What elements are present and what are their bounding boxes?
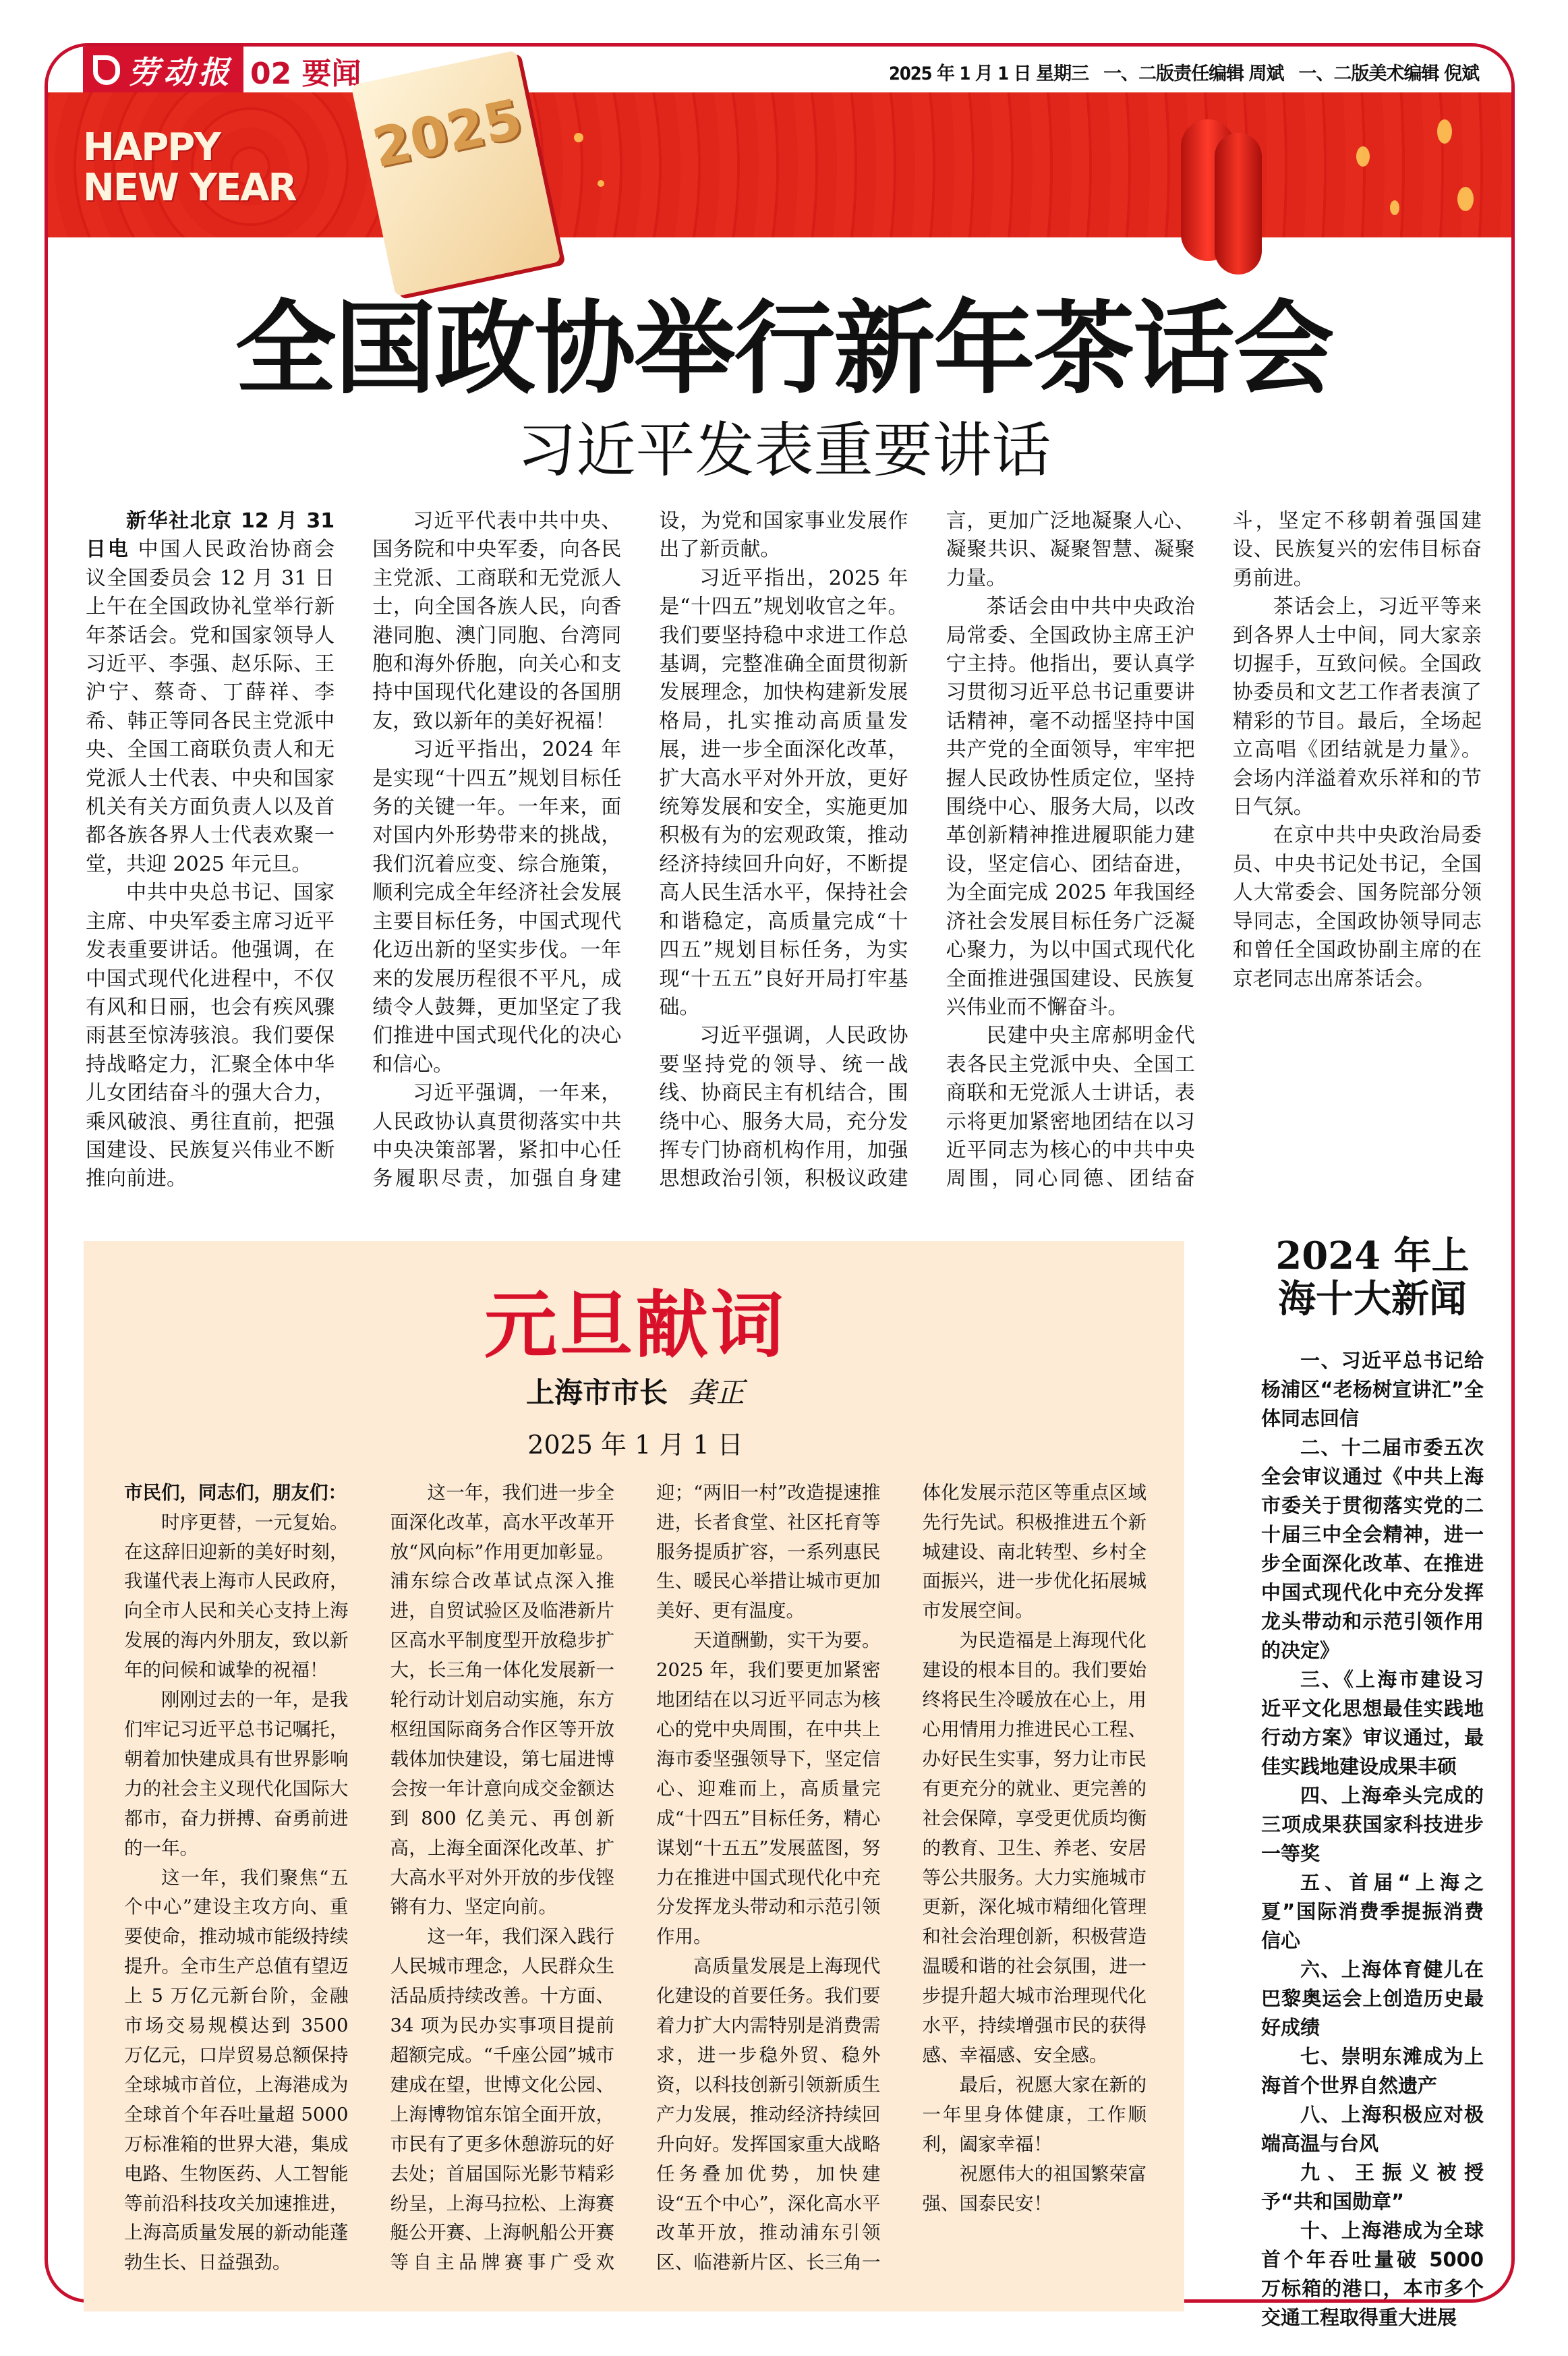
- address-paragraph: 最后，祝愿大家在新的一年里身体健康，工作顺利，阖家幸福！: [922, 2073, 1146, 2155]
- headline: 全国政协举行新年茶话会: [235, 289, 1333, 408]
- article-paragraph: 习近平指出，2024 年是实现“十四五”规划目标任务的关键一年。一年来，面对国内外形势带来的挑战，我们沉着应变、综合施策，顺利完成全年经济社会发展主要目标任务，中国式现代化迈出新的坚实步伐。一年来的发展历程很不平凡，成绩令人鼓舞，更加坚定了我们推进中国式现代化的决心和信心。: [372, 738, 622, 1076]
- news-item: 七、崇明东滩成为上海首个世界自然遗产: [1261, 2044, 1484, 2097]
- address-paragraph: 刚刚过去的一年，是我们牢记习近平总书记嘱托，朝着加快建成具有世界影响力的社会主义现代化国际大都市，奋力拼搏、奋勇前进的一年。: [124, 1689, 349, 1859]
- issue-meta: [874, 59, 1479, 85]
- sidebar-title: 2024 年上海十大新闻: [1275, 1233, 1470, 1321]
- address-paragraph: 时序更替，一元复始。在这辞旧迎新的美好时刻，我谨代表上海市人民政府，向全市人民和关心支持上海发展的海内外朋友，致以新年的问候和诚挚的祝福！: [124, 1511, 349, 1682]
- article-paragraph: 习近平强调，一年来，人民政协认真贯彻落实中共中央决策部署，紧扣中心任务履职尽责，加强自身建设，为党和国家事业发展作出了新贡献。: [372, 509, 908, 1191]
- address-body: [124, 1478, 1146, 2278]
- top-ten-news-sidebar: [1261, 1234, 1484, 2332]
- bokeh-decoration: [1356, 146, 1370, 167]
- address-paragraph: 高质量发展是上海现代化建设的首要任务。我们要着力扩大内需特别是消费需求，进一步稳外贸、稳外资，以科技创新引领新质生产力发展，推动经济持续回升向好。发挥国家重大战略任务叠加优势，加快建设“五个中心”，深化高水平改革开放，推动浦东引领区、临港新片区、长三角一体化发展示范区等重点区域先行先试。积极推进五个新城建设、南北转型、乡村全面振兴，进一步优化拓展城市发展空间。: [656, 1481, 1146, 2274]
- bokeh-decoration: [1457, 187, 1474, 211]
- article-paragraph: 茶话会上，习近平等来到各界人士中间，同大家亲切握手，互致问候。全国政协委员和文艺工作者表演了精彩的节目。最后，全场起立高唱《团结就是力量》。会场内洋溢着欢乐祥和的节日气氛。: [1232, 595, 1482, 820]
- news-article-body: [86, 507, 1482, 1194]
- article-paragraph: 习近平强调，人民政协要坚持党的领导、统一战线、协商民主有机结合，围绕中心、服务大局，充分发挥专门协商机构作用，加强思想政治引领，积极议政建言，更加广泛地凝聚人心、凝聚共识、凝聚智慧、凝聚力量。: [659, 509, 1195, 1191]
- article-paragraph: 中共中央总书记、国家主席、中央军委主席习近平发表重要讲话。他强调，在中国式现代化进程中，不仅有风和日丽，也会有疾风骤雨甚至惊涛骇浪。我们要保持战略定力，汇聚全体中华儿女团结奋斗的强大合力，乘风破浪、勇往直前，把强国建设、民族复兴伟业不断推向前进。: [86, 881, 335, 1191]
- address-paragraph: 天道酬勤，实干为要。2025 年，我们要更加紧密地团结在以习近平同志为核心的党中央周围，在中共上海市委坚强领导下，坚定信心、迎难而上，高质量完成“十四五”目标任务，精心谋划“十五五”发展蓝图，努力在推进中国式现代化中充分发挥龙头带动和示范引领作用。: [656, 1630, 881, 1948]
- bokeh-decoration: [598, 180, 604, 187]
- news-item: 一、习近平总书记给杨浦区“老杨树宣讲汇”全体同志回信: [1261, 1348, 1484, 1430]
- article-paragraph: 新华社北京 12 月 31 日电 中国人民政治协商会议全国委员会 12 月 31 日上午在全国政协礼堂举行新年茶话会。党和国家领导人习近平、李强、赵乐际、王沪宁、蔡奇、丁薛祥、李希、韩正等同各民主党派中央、全国工商联负责人和无党派人士代表、中央和国家机关有关方面负责人以及首都各族各界人士代表欢聚一堂，共迎 2025 年元旦。: [86, 509, 335, 876]
- article-paragraph: 习近平指出，2025 年是“十四五”规划收官之年。我们要坚持稳中求进工作总基调，完整准确全面贯彻新发展理念，加快构建新发展格局，扎实推动高质量发展，进一步全面深化改革，扩大高水平对外开放，更好统筹发展和安全，实施更加积极有为的宏观政策，推动经济持续回升向好，不断提高人民生活水平，保持社会和谐稳定，高质量完成“十四五”规划目标任务，为实现“十五五”良好开局打牢基础。: [659, 566, 908, 1019]
- news-item: 九、王振义被授予“共和国勋章”: [1261, 2160, 1484, 2213]
- calendar-year: 2025: [367, 87, 527, 180]
- news-item: 六、上海体育健儿在巴黎奥运会上创造历史最好成绩: [1261, 1957, 1484, 2039]
- article-paragraph: 茶话会由中共中央政治局常委、全国政协主席王沪宁主持。他指出，要认真学习贯彻习近平总书记重要讲话精神，毫不动摇坚持中国共产党的全面领导，牢牢把握人民政协性质定位，坚持围绕中心、服务大局，以改革创新精神推进履职能力建设，坚定信心、团结奋进，为全面完成 2025 年我国经济社会发展目标任务广泛凝心聚力，为以中国式现代化全面推进强国建设、民族复兴伟业而不懈奋斗。: [946, 595, 1195, 1019]
- bokeh-decoration: [1390, 200, 1399, 215]
- lantern-icon: [1215, 133, 1262, 275]
- masthead-strip: [48, 47, 1511, 92]
- new-year-address-box: [84, 1241, 1184, 2311]
- article-paragraph: 在京中共中央政治局委员、中央书记处书记，全国人大常委会、国务院部分领导同志，全国政协领导同志和曾任全国政协副主席的在京老同志出席茶话会。: [1232, 824, 1482, 991]
- bokeh-decoration: [574, 133, 583, 142]
- banner-greeting: HAPPY NEW YEAR: [83, 125, 296, 210]
- lower-section: [0, 1233, 1568, 2332]
- article-paragraph: 习近平代表中共中央、国务院和中央军委，向各民主党派、工商联和无党派人士，向全国各族人民，向香港同胞、澳门同胞、台湾同胞和海外侨胞，向关心和支持中国现代化建设的各国朋友，致以新年的美好祝福！: [372, 509, 622, 733]
- responsible-editor: 一、二版责任编辑 周斌: [1103, 63, 1284, 84]
- dateline: 新华社北京 12 月 31 日电: [86, 509, 335, 562]
- address-title: 元旦献词: [484, 1282, 786, 1368]
- address-paragraph: 这一年，我们深入践行人民城市理念，人民群众生活品质持续改善。十方面、34 项为民办实事项目提前超额完成。“千座公园”城市建成在望，世博文化公园、上海博物馆东馆全面开放，市民有了更多休憩游玩的好去处；首届国际光影节精彩纷呈，上海马拉松、上海赛艇公开赛、上海帆船公开赛等自主品牌赛事广受欢迎；“两旧一村”改造提速推进，长者食堂、社区托育等服务提质扩容，一系列惠民生、暖民心举措让城市更加美好、更有温度。: [390, 1481, 881, 2274]
- article-paragraph: 民建中央主席郝明金代表各民主党派中央、全国工商联和无党派人士讲话，表示将更加紧密地团结在以习近平同志为核心的中共中央周围，同心同德、团结奋斗，坚定不移朝着强国建设、民族复兴的宏伟目标奋勇前进。: [946, 509, 1482, 1191]
- bokeh-decoration: [1437, 119, 1452, 144]
- logo-mark-icon: [93, 55, 120, 85]
- section-label: 02 要闻: [250, 57, 361, 91]
- address-paragraph: 这一年，我们进一步全面深化改革，高水平改革开放“风向标”作用更加彰显。浦东综合改革试点深入推进，自贸试验区及临港新片区高水平制度型开放稳步扩大，长三角一体化发展新一轮行动计划启动实施，东方枢纽国际商务合作区等开放载体加快建设，第七届进博会按一年计意向成交金额达到 800 亿美元、再创新高，上海全面深化改革、扩大高水平对外开放的步伐铿锵有力、坚定向前。: [390, 1481, 614, 1918]
- salutation: 市民们，同志们，朋友们：: [124, 1481, 347, 1503]
- news-item: 十、上海港成为全球首个年吞吐量破 5000 万标箱的港口，本市多个交通工程取得重大进展: [1261, 2218, 1484, 2329]
- news-item: 五、首届“上海之夏”国际消费季提振消费信心: [1261, 1870, 1484, 1952]
- address-paragraph: 祝愿伟大的祖国繁荣富强、国泰民安！: [922, 2162, 1146, 2214]
- subheadline: 习近平发表重要讲话: [517, 415, 1051, 485]
- issue-date: 2025 年 1 月 1 日 星期三: [888, 63, 1089, 84]
- main-content: [0, 291, 1568, 2332]
- news-item: 四、上海牵头完成的三项成果获国家科技进步一等奖: [1261, 1783, 1484, 1865]
- address-date: 2025 年 1 月 1 日: [527, 1429, 743, 1460]
- address-paragraph: 这一年，我们聚焦“五个中心”建设主攻方向、重要使命，推动城市能级持续提升。全市生产总值有望迈上 5 万亿元新台阶，金融市场交易规模达到 3500 万亿元，口岸贸易总额保持全球城市首位，上海港成为全球首个年吞吐量超 5000 万标准箱的世界大港，集成电路、生物医药、人工智能等前沿科技攻关加速推进，上海高质量发展的新动能蓬勃生长、日益强劲。: [124, 1866, 349, 2274]
- news-item: 八、上海积极应对极端高温与台风: [1261, 2102, 1484, 2155]
- news-item: 三、《上海市建设习近平文化思想最佳实践地行动方案》审议通过，最佳实践地建设成果丰硕: [1261, 1667, 1484, 1778]
- address-author: 上海市市长 龚正: [525, 1375, 745, 1409]
- news-item: 二、十二届市委五次全会审议通过《中共上海市委关于贯彻落实党的二十届三中全会精神，进一步全面深化改革、在推进中国式现代化中充分发挥龙头带动和示范引领作用的决定》: [1261, 1435, 1484, 1662]
- address-paragraph: 为民造福是上海现代化建设的根本目的。我们要始终将民生冷暖放在心上，用心用情用力推进民心工程、办好民生实事，努力让市民有更充分的就业、更完善的社会保障，享受更优质均衡的教育、卫生、养老、安居等公共服务。大力实施城市更新，深化城市精细化管理和社会治理创新，积极营造温暖和谐的社会氛围，进一步提升超大城市治理现代化水平，持续增强市民的获得感、幸福感、安全感。: [922, 1630, 1146, 2066]
- author-signature: 龚正: [688, 1375, 745, 1409]
- newspaper-logo: 劳动报: [83, 47, 243, 94]
- art-editor: 一、二版美术编辑 倪斌: [1298, 63, 1479, 84]
- new-year-banner: [48, 87, 1511, 237]
